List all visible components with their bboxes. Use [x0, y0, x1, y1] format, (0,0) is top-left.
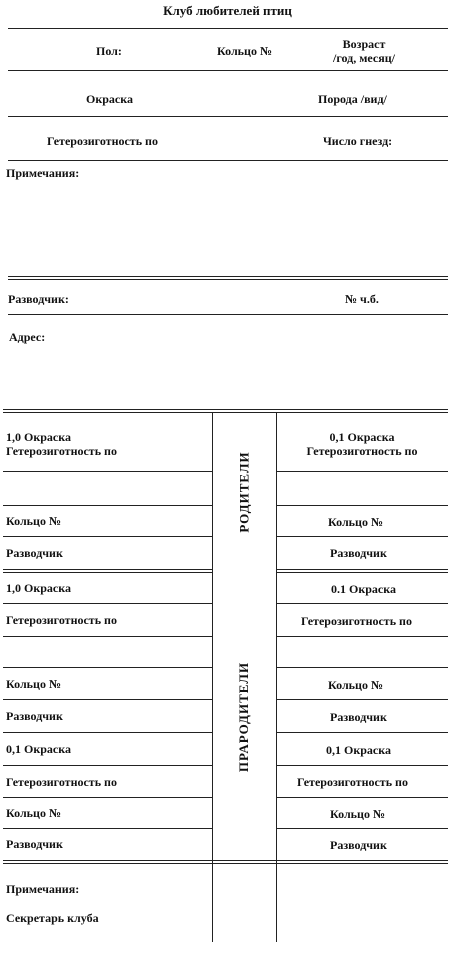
- row-line: [3, 536, 212, 537]
- divider: [8, 70, 448, 71]
- divider: [8, 314, 448, 315]
- g1-het-left: Гетерозиготность по: [6, 613, 117, 627]
- grandparents-section-label: ПРАРОДИТЕЛИ: [236, 661, 252, 773]
- breed-label: Порода /вид/: [318, 92, 387, 106]
- g2-breeder-left: Разводчик: [6, 837, 63, 851]
- row-line: [276, 797, 448, 798]
- row-line: [276, 536, 448, 537]
- g2-breeder-right: Разводчик: [330, 838, 387, 852]
- g2-color-right: 0,1 Окраска: [326, 743, 391, 757]
- breeder-right-label: Разводчик: [330, 546, 387, 560]
- row-line: [276, 732, 448, 733]
- row-line: [3, 636, 212, 637]
- g1-ring-right: Кольцо №: [328, 678, 383, 692]
- row-line: [276, 603, 448, 604]
- male-heterozygosity-label: Гетерозиготность по: [6, 444, 117, 458]
- card-number-label: № ч.б.: [345, 292, 379, 306]
- row-line: [276, 471, 448, 472]
- color-label: Окраска: [86, 92, 133, 106]
- female-color-label: 0,1 Окраска: [329, 430, 395, 444]
- sex-label: Пол:: [96, 44, 122, 58]
- row-line: [276, 765, 448, 766]
- g1-breeder-right: Разводчик: [330, 710, 387, 724]
- row-line: [3, 471, 212, 472]
- g2-ring-right: Кольцо №: [330, 807, 385, 821]
- row-line: [276, 636, 448, 637]
- divider: [8, 28, 448, 29]
- parents-section-label: РОДИТЕЛИ: [236, 451, 252, 533]
- ring-label: Кольцо №: [217, 44, 272, 58]
- nests-label: Число гнезд:: [323, 134, 393, 148]
- female-heterozygosity-label: Гетерозиготность по: [306, 444, 418, 458]
- g2-ring-left: Кольцо №: [6, 806, 61, 820]
- address-label: Адрес:: [9, 330, 46, 344]
- divider: [8, 160, 448, 161]
- male-color-label: 1,0 Окраска: [6, 430, 71, 444]
- g1-het-right: Гетерозиготность по: [301, 614, 412, 628]
- row-line: [3, 505, 212, 506]
- double-divider: [3, 860, 448, 864]
- row-line: [3, 667, 212, 668]
- g2-color-left: 0,1 Окраска: [6, 742, 71, 756]
- row-line: [3, 732, 212, 733]
- row-line: [3, 603, 212, 604]
- ring-left-label: Кольцо №: [6, 514, 61, 528]
- double-divider: [276, 569, 448, 573]
- divider: [8, 116, 448, 117]
- age-label: Возраст: [342, 37, 386, 51]
- g1-color-right: 0.1 Окраска: [331, 582, 396, 596]
- row-line: [276, 699, 448, 700]
- breeder-label: Разводчик:: [8, 292, 69, 306]
- row-line: [3, 828, 212, 829]
- club-secretary-label: Секретарь клуба: [6, 911, 99, 925]
- g2-het-right: Гетерозиготность по: [297, 775, 408, 789]
- notes-label: Примечания:: [6, 166, 80, 180]
- row-line: [3, 699, 212, 700]
- g1-color-left: 1,0 Окраска: [6, 581, 71, 595]
- g1-ring-left: Кольцо №: [6, 677, 61, 691]
- row-line: [276, 828, 448, 829]
- row-line: [276, 667, 448, 668]
- row-line: [3, 765, 212, 766]
- g2-het-left: Гетерозиготность по: [6, 775, 117, 789]
- footer-notes-label: Примечания:: [6, 882, 80, 896]
- double-divider: [3, 569, 212, 573]
- heterozygosity-label: Гетерозиготность по: [47, 134, 158, 148]
- double-divider: [8, 276, 448, 280]
- breeder-left-label: Разводчик: [6, 546, 63, 560]
- g1-breeder-left: Разводчик: [6, 709, 63, 723]
- row-line: [276, 505, 448, 506]
- ring-right-label: Кольцо №: [328, 515, 383, 529]
- age-unit-label: /год, месяц/: [333, 51, 395, 65]
- row-line: [3, 797, 212, 798]
- form-title: Клуб любителей птиц: [163, 3, 292, 18]
